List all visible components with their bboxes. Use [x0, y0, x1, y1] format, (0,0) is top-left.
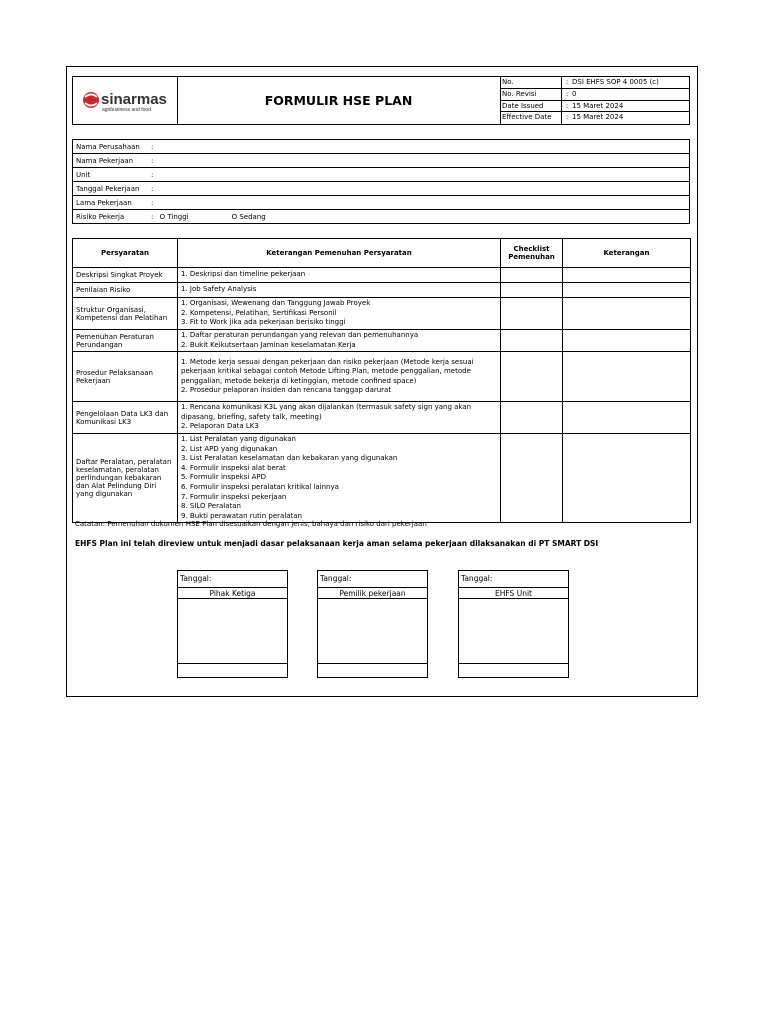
info-colon: :	[151, 212, 154, 221]
table-header-row	[73, 239, 691, 268]
desc-cell	[178, 330, 501, 352]
company-logo	[73, 77, 178, 124]
meta-key: Effective Date	[500, 112, 562, 124]
remark-cell[interactable]	[563, 433, 691, 522]
info-label: Lama Pekerjaan	[76, 198, 132, 207]
desc-line: 3. List Peralatan keselamatan dan kebakaran yang digunakan	[181, 454, 398, 463]
meta-value: 15 Maret 2024	[572, 113, 624, 122]
review-statement: EHFS Plan ini telah direview untuk menjadi dasar pelaksanaan kerja aman selama pekerjaan dilaksanakan di PT SMART DSI	[75, 539, 599, 548]
remark-cell[interactable]	[563, 402, 691, 434]
table-row	[73, 283, 691, 298]
desc-line: 5. Formulir inspeksi APD	[181, 473, 267, 482]
signature-box-pihak-ketiga[interactable]	[177, 570, 288, 678]
col-header-checklist: Checklist Pemenuhan	[501, 239, 563, 268]
desc-cell	[178, 283, 501, 298]
req-cell: Struktur Organisasi, Kompetensi dan Pelatihan	[73, 298, 178, 330]
risk-option-tinggi[interactable]: O Tinggi	[159, 212, 189, 221]
info-label: Risiko Pekerja	[76, 212, 125, 221]
remark-cell[interactable]	[563, 283, 691, 298]
desc-line: 2. Pelaporan Data LK3	[181, 422, 259, 431]
meta-colon: :	[565, 113, 569, 122]
requirements-table	[72, 238, 691, 523]
checklist-cell[interactable]	[501, 402, 563, 434]
info-label: Unit	[76, 170, 91, 179]
meta-value: DSI EHFS SOP 4 0005 (c)	[572, 78, 659, 86]
meta-colon: :	[565, 101, 569, 110]
meta-key: No.	[500, 77, 562, 88]
req-cell: Deskripsi Singkat Proyek	[73, 268, 178, 283]
info-colon: :	[151, 156, 154, 165]
signature-name-line[interactable]	[318, 663, 427, 677]
desc-line: 3. Fit to Work jika ada pekerjaan berisiko tinggi	[181, 318, 346, 327]
req-cell: Daftar Peralatan, peralatan keselamatan, peralatan perlindungan kebakaran dan Alat Pelindung Diri yang digunakan	[73, 433, 178, 522]
desc-cell	[178, 433, 501, 522]
signature-name-line[interactable]	[178, 663, 287, 677]
col-header-keterangan: Keterangan	[563, 239, 691, 268]
table-row	[73, 330, 691, 352]
info-row[interactable]	[73, 154, 690, 168]
desc-cell	[178, 298, 501, 330]
meta-row-effective-date	[500, 112, 689, 124]
desc-line: 1. Deskripsi dan timeline pekerjaan	[181, 270, 306, 279]
checklist-cell[interactable]	[501, 330, 563, 352]
logo-text: sinarmas	[101, 91, 167, 108]
signature-name-line[interactable]	[459, 663, 568, 677]
info-colon: :	[151, 142, 154, 151]
signature-date-label: Tanggal:	[459, 571, 568, 588]
desc-line: 6. Formulir inspeksi peralatan kritikal lainnya	[181, 482, 339, 491]
info-colon: :	[151, 198, 154, 207]
info-colon: :	[151, 184, 154, 193]
info-row-risk	[73, 210, 690, 224]
logo-tagline: agribusiness and food	[102, 107, 151, 113]
info-row[interactable]	[73, 168, 690, 182]
document-meta	[500, 77, 689, 124]
col-header-persyaratan: Persyaratan	[73, 239, 178, 268]
desc-line: 1. List Peralatan yang digunakan	[181, 434, 296, 443]
info-label: Nama Perusahaan	[76, 142, 140, 151]
project-info-table	[72, 139, 690, 224]
checklist-cell[interactable]	[501, 283, 563, 298]
checklist-cell[interactable]	[501, 433, 563, 522]
signature-box-pemilik-pekerjaan[interactable]	[317, 570, 428, 678]
signature-role: Pihak Ketiga	[178, 588, 287, 599]
info-row[interactable]	[73, 182, 690, 196]
desc-line: 9. Bukti perawatan rutin peralatan	[181, 511, 303, 520]
desc-line: 1. Rencana komunikasi K3L yang akan dijalankan (termasuk safety sign yang akan dipasang, briefing, safety talk, meeting)	[181, 403, 472, 421]
meta-row-no	[500, 77, 689, 89]
desc-line: 4. Formulir inspeksi alat berat	[181, 463, 286, 472]
meta-key: No. Revisi	[500, 89, 562, 100]
desc-line: 8. SILO Peralatan	[181, 502, 241, 511]
req-cell: Pemenuhan Peraturan Perundangan	[73, 330, 178, 352]
table-row	[73, 268, 691, 283]
req-cell: Pengelolaan Data LK3 dan Komunikasi LK3	[73, 402, 178, 434]
desc-cell	[178, 352, 501, 402]
desc-line: 1. Daftar peraturan perundangan yang relevan dan pemenuhannya	[181, 331, 419, 339]
meta-value: 0	[572, 89, 577, 98]
meta-row-date-issued	[500, 101, 689, 113]
desc-line: 7. Formulir inspeksi pekerjaan	[181, 492, 287, 501]
table-row	[73, 298, 691, 330]
remark-cell[interactable]	[563, 352, 691, 402]
desc-line: 2. List APD yang digunakan	[181, 444, 278, 453]
signature-role: EHFS Unit	[459, 588, 568, 599]
desc-line: 2. Bukit Keikutsertaan Jaminan keselamatan Kerja	[181, 340, 356, 349]
form-header	[72, 76, 690, 125]
info-label: Nama Pekerjaan	[76, 156, 134, 165]
signature-box-ehfs-unit[interactable]	[458, 570, 569, 678]
checklist-cell[interactable]	[501, 268, 563, 283]
col-header-keterangan-pemenuhan: Keterangan Pemenuhan Persyaratan	[178, 239, 501, 268]
remark-cell[interactable]	[563, 268, 691, 283]
info-row[interactable]	[73, 196, 690, 210]
meta-colon: :	[565, 89, 569, 98]
footnote: Catatan: Pemenuhan dokumen HSE Plan disesuaikan dengan jenis, bahaya dan risiko dari pekerjaan	[75, 520, 427, 528]
desc-line: 2. Prosedur pelaporan insiden dan rencana tanggap darurat	[181, 386, 392, 395]
meta-colon: :	[565, 78, 569, 86]
table-row	[73, 352, 691, 402]
meta-key: Date Issued	[500, 101, 562, 112]
desc-cell	[178, 268, 501, 283]
form-title: FORMULIR HSE PLAN	[177, 77, 501, 124]
desc-line: 1. Organisasi, Wewenang dan Tanggung Jawab Proyek	[181, 299, 371, 308]
sinarmas-logo-icon	[73, 77, 177, 124]
meta-value: 15 Maret 2024	[572, 101, 624, 110]
table-row	[73, 402, 691, 434]
desc-line: 1. Metode kerja sesuai dengan pekerjaan dan risiko pekerjaan (Metode kerja sesuai pekerjaan kritikal sebagai contoh Metode Lifting Plan, metode penggalian, metode penggalian, metode bekerja di ketinggian, metode confined space)	[181, 357, 474, 385]
info-row[interactable]	[73, 140, 690, 154]
remark-cell[interactable]	[563, 330, 691, 352]
req-cell: Penilaian Risiko	[73, 283, 178, 298]
risk-option-sedang[interactable]: O Sedang	[231, 212, 266, 221]
desc-line: 1. Job Safety Analysis	[181, 285, 257, 294]
table-row	[73, 433, 691, 522]
desc-cell	[178, 402, 501, 434]
req-cell: Prosedur Pelaksanaan Pekerjaan	[73, 352, 178, 402]
checklist-cell[interactable]	[501, 298, 563, 330]
signature-date-label: Tanggal:	[318, 571, 427, 588]
info-label: Tanggal Pekerjaan	[76, 184, 140, 193]
remark-cell[interactable]	[563, 298, 691, 330]
meta-row-revisi	[500, 89, 689, 101]
info-colon: :	[151, 170, 154, 179]
desc-line: 2. Kompetensi, Pelatihan, Sertifikasi Personil	[181, 308, 337, 317]
checklist-cell[interactable]	[501, 352, 563, 402]
signature-role: Pemilik pekerjaan	[318, 588, 427, 599]
signature-date-label: Tanggal:	[178, 571, 287, 588]
